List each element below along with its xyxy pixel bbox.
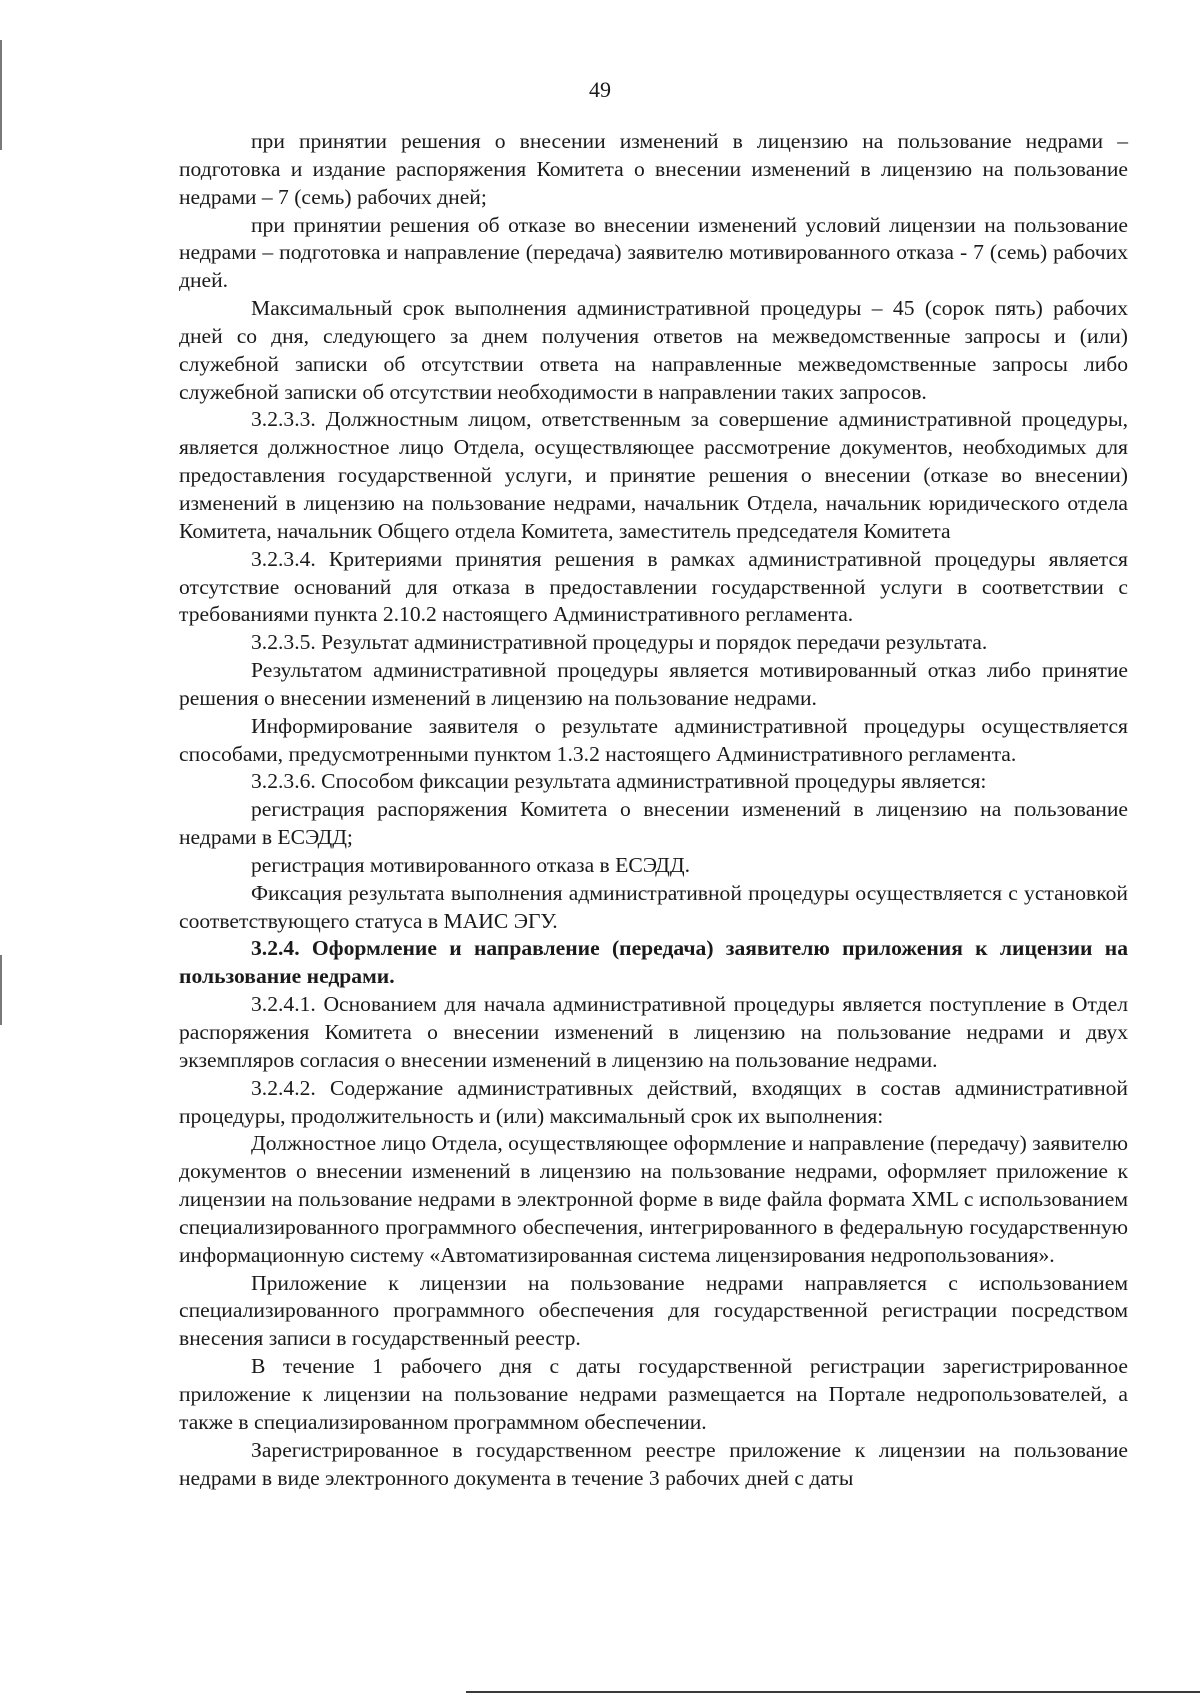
paragraph: 3.2.3.3. Должностным лицом, ответственным за совершение административной процедуры, является должностное лицо Отдела, осуществляющее рассмотрение документов, необходимых для предоставления государственной услуги, и принятие решения о внесении (отказе во внесении) изменений в лицензию на пользование недрами, начальник Отдела, начальник юридического отдела Комитета, начальник Общего отдела Комитета, заместитель председателя Комитета <box>179 407 1128 543</box>
paragraph: Приложение к лицензии на пользование недрами направляется с использованием специализированного программного обеспечения для государственной регистрации посредством внесения записи в государственный реестр. <box>179 1270 1128 1351</box>
paragraph: В течение 1 рабочего дня с даты государственной регистрации зарегистрированное приложение к лицензии на пользование недрами размещается на Портале недропользователей, а также в специализированном программном обеспечении. <box>179 1354 1128 1434</box>
paragraph: Результатом административной процедуры является мотивированный отказ либо принятие решения о внесении изменений в лицензию на пользование недрами. <box>179 658 1128 710</box>
section-heading: 3.2.4. Оформление и направление (передача) заявителю приложения к лицензии на пользование недрами. <box>179 936 1128 989</box>
paragraph: регистрация мотивированного отказа в ЕСЭДД. <box>251 852 691 877</box>
paragraph: Фиксация результата выполнения административной процедуры осуществляется с установкой соответствующего статуса в МАИС ЭГУ. <box>179 880 1128 933</box>
paragraph: 3.2.3.6. Способом фиксации результата административной процедуры является: <box>251 769 987 794</box>
paragraph: 3.2.3.4. Критериями принятия решения в рамках административной процедуры является отсутствие оснований для отказа в предоставлении государственной услуги в соответствии с требованиями пункта 2.10.2 настоящего Административного регламента. <box>179 546 1128 627</box>
scan-bottom-edge <box>466 1691 1200 1693</box>
paragraph: 3.2.3.5. Результат административной процедуры и порядок передачи результата. <box>251 630 988 655</box>
paragraph: Зарегистрированное в государственном реестре приложение к лицензии на пользование недрами в виде электронного документа в течение 3 рабочих дней с даты <box>179 1437 1128 1490</box>
paragraph: регистрация распоряжения Комитета о внесении изменений в лицензию на пользование недрами в ЕСЭДД; <box>179 797 1128 850</box>
paragraph: 3.2.4.2. Содержание административных действий, входящих в состав административной процедуры, продолжительность и (или) максимальный срок их выполнения: <box>179 1075 1128 1128</box>
paragraph: Должностное лицо Отдела, осуществляющее оформление и направление (передачу) заявителю документов о внесении изменений в лицензию на пользование недрами, оформляет приложение к лицензии на пользование недрами в электронной форме в виде файла формата XML с использованием специализированного программного обеспечения, интегрированного в федеральную государственную информационную систему «Автоматизированная система лицензирования недропользования». <box>179 1131 1128 1267</box>
paragraph: 3.2.4.1. Основанием для начала административной процедуры является поступление в Отдел распоряжения Комитета о внесении изменений в лицензию на пользование недрами и двух экземпляров согласия о внесении изменений в лицензию на пользование недрами. <box>179 992 1128 1072</box>
paragraph: при принятии решения об отказе во внесении изменений условий лицензии на пользование недрами – подготовка и направление (передача) заявителю мотивированного отказа - 7 (семь) рабочих дней. <box>179 212 1128 293</box>
page-number: 49 <box>589 77 611 102</box>
scan-edge-mark <box>0 955 2 1025</box>
paragraph: Информирование заявителя о результате административной процедуры осуществляется способами, предусмотренными пунктом 1.3.2 настоящего Административного регламента. <box>179 713 1128 766</box>
paragraph: Максимальный срок выполнения административной процедуры – 45 (сорок пять) рабочих дней со дня, следующего за днем получения ответов на межведомственные запросы и (или) служебной записки об отсутствии ответа на направленные межведомственные запросы либо служебной записки об отсутствии необходимости в направлении таких запросов. <box>179 296 1128 404</box>
document-body <box>179 128 1128 1492</box>
paragraph: при принятии решения о внесении изменений в лицензию на пользование недрами – подготовка и издание распоряжения Комитета о внесении изменений в лицензию на пользование недрами – 7 (семь) рабочих дней; <box>179 129 1128 209</box>
